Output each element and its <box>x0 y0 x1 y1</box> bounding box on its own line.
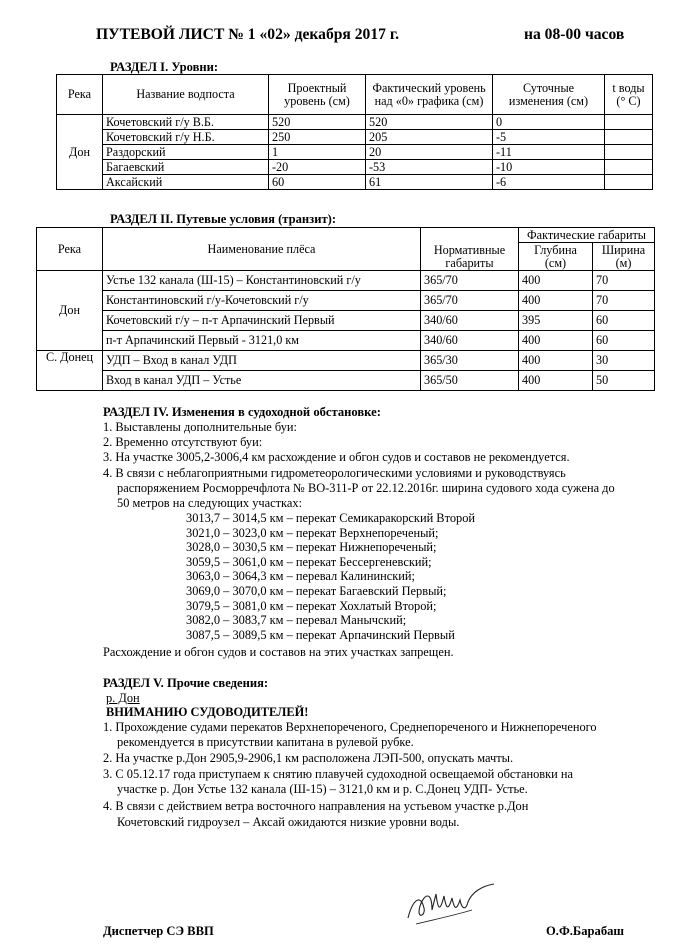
dispatcher-label: Диспетчер СЭ ВВП <box>103 924 214 938</box>
station-name: Раздорский <box>103 145 269 160</box>
section5-river: р. Дон <box>106 691 140 705</box>
narrowed-zones-list <box>186 511 475 642</box>
table-row <box>57 145 653 160</box>
list-item: 3013,7 – 3014,5 км – перекат Семикаракорский Второй <box>186 511 476 525</box>
section1-title: РАЗДЕЛ I. Уровни: <box>110 60 219 74</box>
actual-value: -53 <box>366 160 493 175</box>
temp-value <box>605 115 653 130</box>
project-value: 1 <box>269 145 366 160</box>
change-value: -11 <box>493 145 605 160</box>
width-value: 60 <box>593 311 655 331</box>
signature-icon <box>402 880 512 930</box>
col-width: Ширина (м) <box>593 243 655 271</box>
table-row <box>57 175 653 190</box>
col-actual-group: Фактические габариты <box>519 228 655 243</box>
list-item: 3082,0 – 3083,7 км – перевал Манычский; <box>186 613 407 628</box>
section5-item1-line1: 1. Прохождение судами перекатов Верхнепореченого, Среднепореченого и Нижнепореченого <box>103 720 597 734</box>
actual-value: 520 <box>366 115 493 130</box>
stretch-name: Константиновский г/у-Кочетовский г/у <box>103 291 421 311</box>
project-value: -20 <box>269 160 366 175</box>
river-cell: Дон <box>57 115 103 190</box>
section4-item4-line2: распоряжением Росморречфлота № ВО-311-Р от 22.12.2016г. ширина судового хода сужена до <box>117 481 615 495</box>
normative-value: 340/60 <box>421 331 519 351</box>
stretch-name: Кочетовский г/у – п-т Арпачинский Первый <box>103 311 421 331</box>
levels-table <box>56 74 653 190</box>
station-name: Багаевский <box>103 160 269 175</box>
table-row <box>57 130 653 145</box>
river-cell: С. Донец <box>37 351 103 391</box>
table-row <box>37 371 655 391</box>
section5-item4-line1: 4. В связи с действием ветра восточного направления на устьевом участке р.Дон <box>103 799 529 813</box>
temp-value <box>605 145 653 160</box>
change-value: -10 <box>493 160 605 175</box>
depth-value: 400 <box>519 351 593 371</box>
station-name: Кочетовский г/у Н.Б. <box>103 130 269 145</box>
stretch-name: УДП – Вход в канал УДП <box>103 351 421 371</box>
stretch-name: Устье 132 канала (Ш-15) – Константиновский г/у <box>103 271 421 291</box>
normative-value: 365/30 <box>421 351 519 371</box>
table-row <box>37 331 655 351</box>
section2-title: РАЗДЕЛ II. Путевые условия (транзит): <box>110 212 337 226</box>
col-station: Название водпоста <box>103 75 269 115</box>
col-normative: Нормативные габариты <box>421 228 519 271</box>
project-value: 250 <box>269 130 366 145</box>
col-project-level: Проектный уровень (см) <box>269 75 366 115</box>
station-name: Кочетовский г/у В.Б. <box>103 115 269 130</box>
actual-value: 20 <box>366 145 493 160</box>
normative-value: 365/50 <box>421 371 519 391</box>
temp-value <box>605 175 653 190</box>
temp-value <box>605 160 653 175</box>
normative-value: 365/70 <box>421 291 519 311</box>
table-row <box>37 311 655 331</box>
depth-value: 395 <box>519 311 593 331</box>
list-item: 3069,0 – 3070,0 км – перекат Багаевский Первый; <box>186 583 447 598</box>
actual-value: 61 <box>366 175 493 190</box>
width-value: 50 <box>593 371 655 391</box>
dispatcher-name: О.Ф.Барабаш <box>546 924 625 938</box>
river-cell: Дон <box>37 271 103 351</box>
list-item: 3063,0 – 3064,3 км – перевал Калининский; <box>186 569 415 584</box>
depth-value: 400 <box>519 331 593 351</box>
stretch-name: п-т Арпачинский Первый - 3121,0 км <box>103 331 421 351</box>
waybill-title: ПУТЕВОЙ ЛИСТ № 1 «02» декабря 2017 г. <box>96 26 400 43</box>
change-value: -5 <box>493 130 605 145</box>
report-time: на 08-00 часов <box>524 26 625 43</box>
width-value: 30 <box>593 351 655 371</box>
col-water-temp: t воды (° С) <box>605 75 653 115</box>
section4-item1: 1. Выставлены дополнительные буи: <box>103 420 297 434</box>
temp-value <box>605 130 653 145</box>
col-stretch: Наименование плёса <box>103 228 421 271</box>
section5-item3-line1: 3. С 05.12.17 года приступаем к снятию плавучей судоходной освещаемой обстановки на <box>103 767 574 781</box>
col-actual-level: Фактический уровень над «0» графика (см) <box>366 75 493 115</box>
table-row <box>37 351 655 371</box>
col-daily-change: Суточные изменения (см) <box>493 75 605 115</box>
table-row <box>37 271 655 291</box>
width-value: 70 <box>593 271 655 291</box>
normative-value: 340/60 <box>421 311 519 331</box>
table-row <box>37 291 655 311</box>
section5-item4-line2: Кочетовский гидроузел – Аксай ожидаются низкие уровни воды. <box>117 815 460 829</box>
station-name: Аксайский <box>103 175 269 190</box>
section4-item4-line1: 4. В связи с неблагоприятными гидрометеорологическими условиями и руководствуясь <box>103 466 566 480</box>
project-value: 60 <box>269 175 366 190</box>
change-value: -6 <box>493 175 605 190</box>
section4-item2: 2. Временно отсутствуют буи: <box>103 435 263 449</box>
depth-value: 400 <box>519 271 593 291</box>
change-value: 0 <box>493 115 605 130</box>
list-item: 3079,5 – 3081,0 км – перекат Хохлатый Второй; <box>186 598 437 613</box>
section4-item3: 3. На участке 3005,2-3006,4 км расхождение и обгон судов и составов не рекомендуется. <box>103 450 570 464</box>
section4-title: РАЗДЕЛ IV. Изменения в судоходной обстановке: <box>103 405 381 419</box>
list-item: 3087,5 – 3089,5 км – перекат Арпачинский Первый <box>186 627 455 642</box>
section4-closing: Расхождение и обгон судов и составов на этих участках запрещен. <box>103 645 454 659</box>
col-river: Река <box>57 75 103 115</box>
route-conditions-table <box>36 227 655 391</box>
col-depth: Глубина (см) <box>519 243 593 271</box>
table-row <box>57 160 653 175</box>
attention-heading: ВНИМАНИЮ СУДОВОДИТЕЛЕЙ! <box>106 705 309 719</box>
normative-value: 365/70 <box>421 271 519 291</box>
section5-item1-line2: рекомендуется в присутствии капитана в рулевой рубке. <box>117 735 414 749</box>
list-item: 3059,5 – 3061,0 км – перекат Бессергеневский; <box>186 554 432 569</box>
list-item: 3021,0 – 3023,0 км – перекат Верхнепореченый; <box>186 525 439 540</box>
depth-value: 400 <box>519 371 593 391</box>
col-river: Река <box>37 228 103 271</box>
table-row <box>57 115 653 130</box>
section5-item3-line2: участке р. Дон Устье 132 канала (Ш-15) – 3121,0 км и р. С.Донец УДП- Устье. <box>117 782 528 796</box>
width-value: 70 <box>593 291 655 311</box>
section5-title: РАЗДЕЛ V. Прочие сведения: <box>103 676 269 690</box>
section5-item2: 2. На участке р.Дон 2905,9-2906,1 км расположена ЛЭП-500, опускать мачты. <box>103 751 514 765</box>
actual-value: 205 <box>366 130 493 145</box>
width-value: 60 <box>593 331 655 351</box>
stretch-name: Вход в канал УДП – Устье <box>103 371 421 391</box>
depth-value: 400 <box>519 291 593 311</box>
section4-item4-line3: 50 метров на следующих участках: <box>117 496 303 510</box>
list-item: 3028,0 – 3030,5 км – перекат Нижнепореченый; <box>186 540 437 555</box>
project-value: 520 <box>269 115 366 130</box>
